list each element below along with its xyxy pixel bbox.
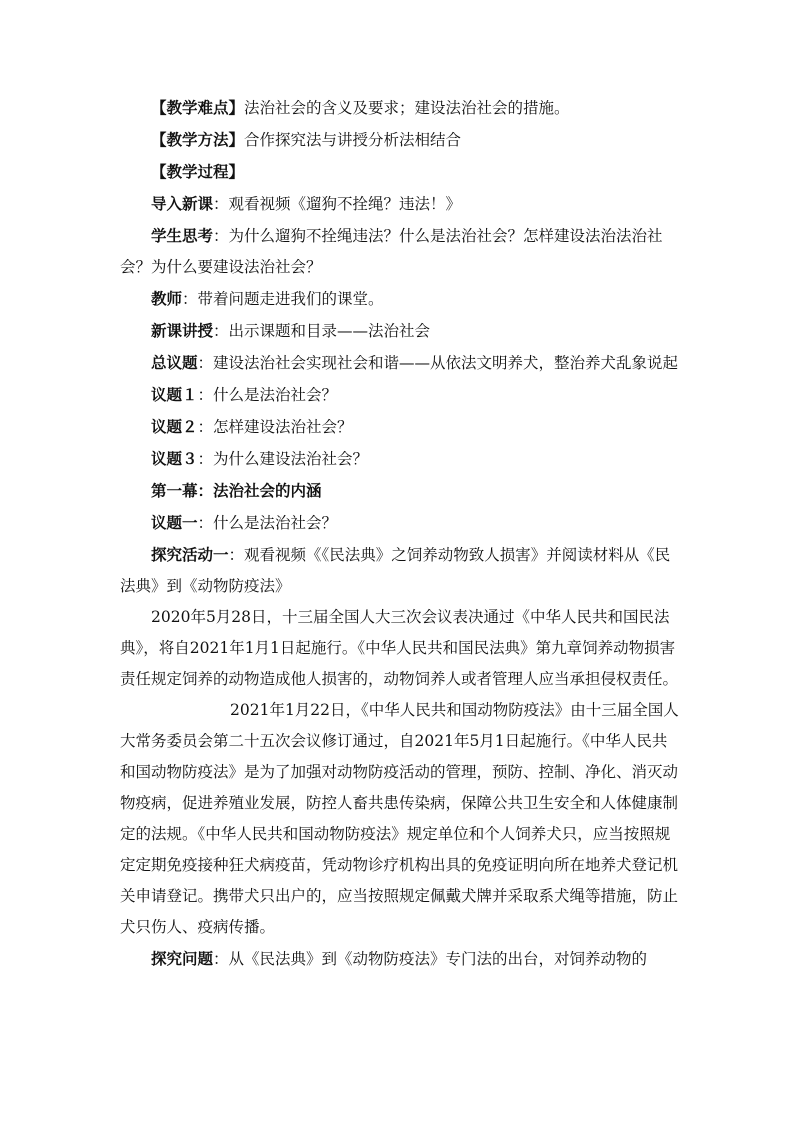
text: 观看视频《遛狗不拴绳？违法！》 bbox=[228, 195, 462, 213]
main-topic: 总议题：建设法治社会实现社会和谐——从依法文明养犬，整治养犬乱象说起 bbox=[151, 353, 679, 372]
label: 探究问题 bbox=[151, 949, 214, 968]
text: 从《民法典》到《动物防疫法》专门法的出台，对饲养动物的 bbox=[228, 950, 648, 968]
text: 为什么遛狗不拴绳违法？什么是法治社会？怎样建设法治法治社会？为什么要建设法治社会？ bbox=[120, 227, 663, 276]
label: 议题一 bbox=[151, 513, 198, 532]
text: 什么是法治社会？ bbox=[213, 514, 338, 532]
label: 新课讲授 bbox=[151, 321, 214, 340]
teaching-process bbox=[120, 156, 682, 188]
topic-1: 议题１：什么是法治社会？ bbox=[151, 385, 338, 404]
inquiry-activity-one: 探究活动一：观看视频《《民法典》之饲养动物致人损害》并阅读材料从《民法典》到《动物防疫法》 bbox=[120, 545, 671, 595]
paragraph-animal-epidemic-law: 2021年1月22日，《中华人民共和国动物防疫法》由十三届全国人大常务委员会第二十五次会议修订通过，自2021年5月1日起施行。《中华人民共和国动物防疫法》是为了加强对动物防疫活动的管理，预防、控制、净化、消灭动物疫病，促进养殖业发展，防控人畜共患传染病，保障公共卫生安全和人体健康制定的法规。《中华人民共和国动物防疫法》规定单位和个人饲养犬只，应当按照规定定期免疫接种狂犬病疫苗，凭动物诊疗机构出具的免疫证明向所在地养犬登记机关申请登记。携带犬只出户的，应当按照规定佩戴犬牌并采取系犬绳等措施，防止犬只伤人、疫病传播。 bbox=[120, 701, 679, 936]
text: 建设法治社会实现社会和谐——从依法文明养犬，整治养犬乱象说起 bbox=[213, 354, 679, 372]
label: 导入新课 bbox=[151, 194, 214, 213]
text: 合作探究法与讲授分析法相结合 bbox=[244, 131, 462, 149]
label: 议题３ bbox=[151, 449, 198, 468]
label: 学生思考 bbox=[151, 226, 214, 245]
document-body bbox=[120, 92, 682, 975]
text: 为什么建设法治社会？ bbox=[213, 450, 369, 468]
topic-3: 议题３：为什么建设法治社会？ bbox=[151, 449, 369, 468]
label: 【教学难点】 bbox=[151, 98, 245, 117]
label: 【教学方法】 bbox=[151, 130, 245, 149]
new-lesson: 新课讲授：出示课题和目录——法治社会 bbox=[151, 321, 431, 340]
paragraph-civil-code: 2020年5月28日，十三届全国人大三次会议表决通过《中华人民共和国民法典》，将自2021年1月1日起施行。《中华人民共和国民法典》第九章饲养动物损害责任规定饲养的动物造成他人损害的，动物饲养人或者管理人应当承担侵权责任。 bbox=[120, 608, 679, 688]
inquiry-question: 探究问题：从《民法典》到《动物防疫法》专门法的出台，对饲养动物的 bbox=[151, 949, 648, 968]
label: 总议题 bbox=[151, 353, 198, 372]
label: 议题１ bbox=[151, 385, 198, 404]
label: 第一幕：法治社会的内涵 bbox=[151, 481, 322, 500]
teaching-method bbox=[120, 124, 682, 156]
teacher: 教师：带着问题走进我们的课堂。 bbox=[151, 289, 384, 308]
text: 什么是法治社会？ bbox=[213, 386, 338, 404]
text: 怎样建设法治社会？ bbox=[213, 418, 353, 436]
label: 【教学过程】 bbox=[151, 162, 245, 181]
student-thinking: 学生思考：为什么遛狗不拴绳违法？什么是法治社会？怎样建设法治法治社会？为什么要建设法治社会？ bbox=[120, 226, 663, 276]
text: 法治社会的含义及要求；建设法治社会的措施。 bbox=[244, 99, 570, 117]
teaching-difficulty bbox=[120, 92, 682, 124]
label: 探究活动一 bbox=[151, 545, 229, 564]
topic-2: 议题２：怎样建设法治社会？ bbox=[151, 417, 353, 436]
text: 带着问题走进我们的课堂。 bbox=[197, 290, 384, 308]
act-one-heading bbox=[120, 475, 682, 507]
label: 教师 bbox=[151, 289, 183, 308]
label: 议题２ bbox=[151, 417, 198, 436]
text: 观看视频《《民法典》之饲养动物致人损害》并阅读材料从《民法典》到《动物防疫法》 bbox=[120, 546, 671, 595]
issue-one: 议题一：什么是法治社会？ bbox=[151, 513, 338, 532]
text: 出示课题和目录——法治社会 bbox=[228, 322, 431, 340]
intro: 导入新课：观看视频《遛狗不拴绳？违法！》 bbox=[151, 194, 462, 213]
